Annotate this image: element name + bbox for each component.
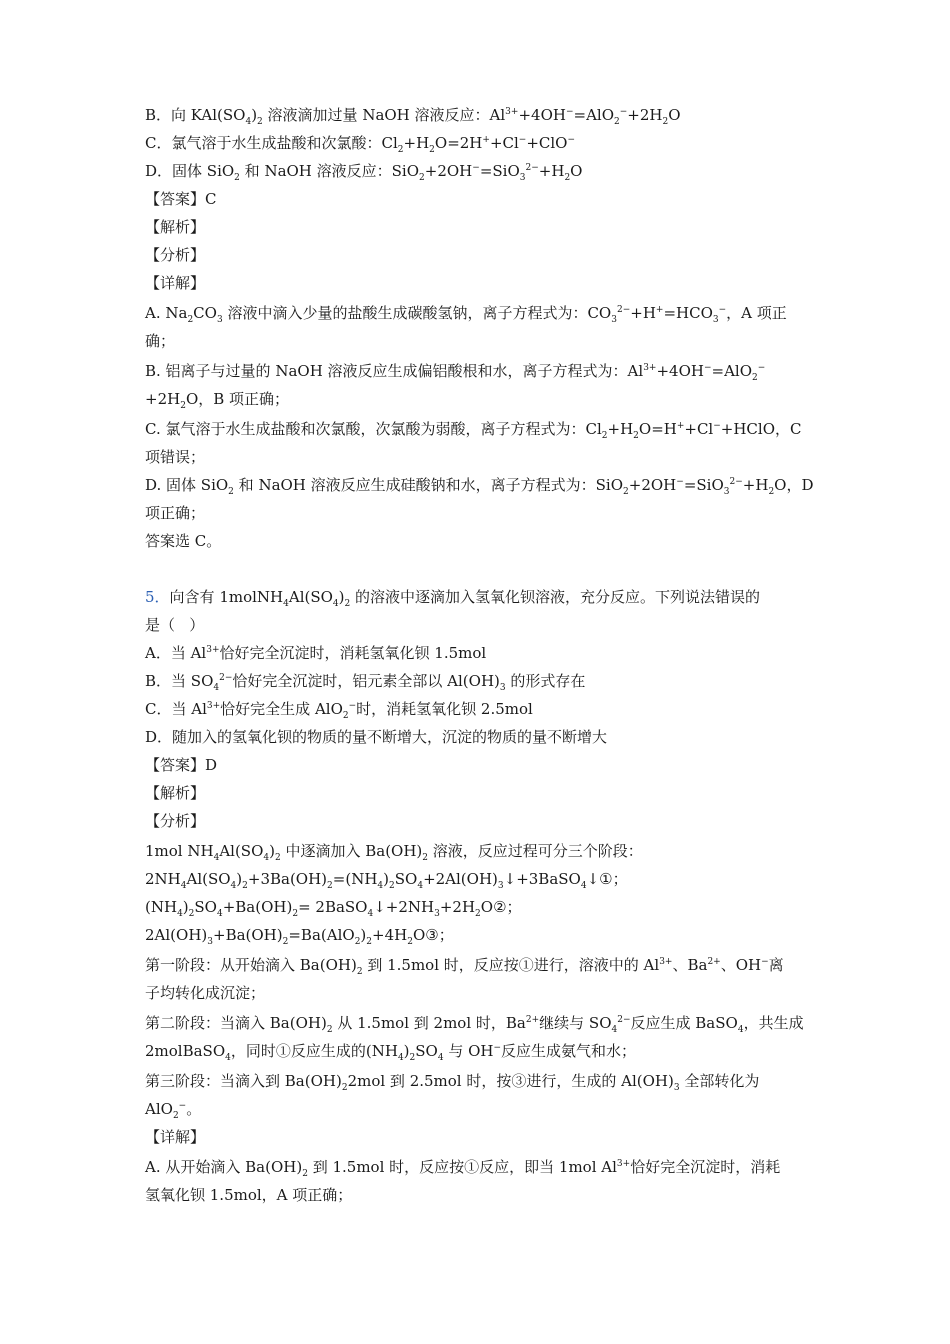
text-line: 子均转化成沉淀； <box>145 984 266 1002</box>
text-line: 5．向含有 $1molNH_4Al(SO_4)_2$ 的溶液中逐滴加入氢氧化钡溶液，充分反应。下列说法错误的 <box>145 588 761 609</box>
text-line: D．固体 SiO$_2$ 和 NaOH 溶液反应：$SiO_2+2OH^-=SiO_3^{2-}+H_2O$ <box>145 162 583 183</box>
text-line: C．氯气溶于水生成盐酸和次氯酸：$Cl_2+H_2O=2H^++Cl^-+ClO^-$ <box>145 134 576 155</box>
text-line: 项正确； <box>145 504 206 522</box>
text-line: 【答案】D <box>145 756 218 774</box>
text-line: B. 铝离子与过量的 NaOH 溶液反应生成偏铝酸根和水，离子方程式为：$Al^{3+}+4OH^-=AlO_2^-$ <box>145 362 766 383</box>
text-line: 1mol $NH_4Al(SO_4)_2$ 中逐滴加入 $Ba(OH)_2$ 溶液，反应过程可分三个阶段： <box>145 842 643 863</box>
text-line: AlO$_2$−。 <box>145 1100 202 1121</box>
text-line: 【分析】 <box>145 812 206 830</box>
text-line: A. $Na_2CO_3$ 溶液中滴入少量的盐酸生成碳酸氢钠，离子方程式为：$CO_3^{2-}+H^+=HCO_3^-$，A 项正 <box>145 304 787 325</box>
text-line: B．向 $KAl(SO_4)_2$ 溶液滴加过量 NaOH 溶液反应：$Al^{3+}+4OH^-=AlO_2^-+2H_2O$ <box>145 106 681 127</box>
text-line: 【解析】 <box>145 784 206 802</box>
text-line: 第一阶段：从开始滴入 $Ba(OH)_2$ 到 1.5mol 时，反应按①进行，溶液中的 $Al^{3+}$、$Ba^{2+}$、OH−离 <box>145 956 784 977</box>
text-line: 氢氧化钡 1.5mol，A 项正确； <box>145 1186 353 1204</box>
text-line: $(NH_4)_2SO_4+Ba(OH)_2=$ $2BaSO_4↓+2NH_3+2H_2O②$； <box>145 898 522 919</box>
text-line: $+2H_2O$，B 项正确； <box>145 390 290 411</box>
text-line: 【详解】 <box>145 1128 206 1146</box>
text-line: 【解析】 <box>145 218 206 236</box>
text-line: 2molBaSO$_4$，同时①反应生成的$(NH_4)_2SO_4$ 与 OH−反应生成氨气和水； <box>145 1042 637 1063</box>
text-line: 答案选 C。 <box>145 532 222 550</box>
text-line: A. 从开始滴入 $Ba(OH)_2$ 到 1.5mol 时，反应按①反应，即当 1mol $Al^{3+}$恰好完全沉淀时，消耗 <box>145 1158 781 1179</box>
text-line: 确； <box>145 332 176 350</box>
text-line: B．当 $SO_4^{2-}$恰好完全沉淀时，铝元素全部以 $Al(OH)_3$ 的形式存在 <box>145 672 586 693</box>
text-line: C．当 $Al^{3+}$恰好完全生成 AlO$_2$−时，消耗氢氧化钡 2.5mol <box>145 700 533 721</box>
text-line: 项错误； <box>145 448 206 466</box>
text-line: 是（ ） <box>145 616 205 634</box>
text-line: $2NH_4Al(SO_4)_2+3Ba(OH)_2=(NH_4)_2SO_4+2Al(OH)_3↓+3BaSO_4↓①$； <box>145 870 628 891</box>
text-line: D. 固体 SiO$_2$ 和 NaOH 溶液反应生成硅酸钠和水，离子方程式为：$SiO_2+2OH^-=SiO_3^{2-}+H_2O$，D <box>145 476 814 497</box>
text-line: D．随加入的氢氧化钡的物质的量不断增大，沉淀的物质的量不断增大 <box>145 728 608 746</box>
text-line: A．当 $Al^{3+}$恰好完全沉淀时，消耗氢氧化钡 1.5mol <box>145 644 487 662</box>
text-line: 第二阶段：当滴入 $Ba(OH)_2$ 从 1.5mol 到 2mol 时，$Ba^{2+}$继续与 $SO_4^{2-}$反应生成 BaSO$_4$，共生成 <box>145 1014 804 1035</box>
text-line: 【分析】 <box>145 246 206 264</box>
text-line: 【详解】 <box>145 274 206 292</box>
text-line: 【答案】C <box>145 190 217 208</box>
text-line: 第三阶段：当滴入到 $Ba(OH)_22mol$ 到 2.5mol 时，按③进行，生成的 $Al(OH)_3$ 全部转化为 <box>145 1072 760 1093</box>
text-line: C. 氯气溶于水生成盐酸和次氯酸，次氯酸为弱酸，离子方程式为：$Cl_2+H_2O=H^++Cl^-+HClO$，C <box>145 420 802 441</box>
text-line: $2Al(OH)_3+Ba(OH)_2=Ba(AlO_2)_2+4H_2O③$； <box>145 926 454 947</box>
